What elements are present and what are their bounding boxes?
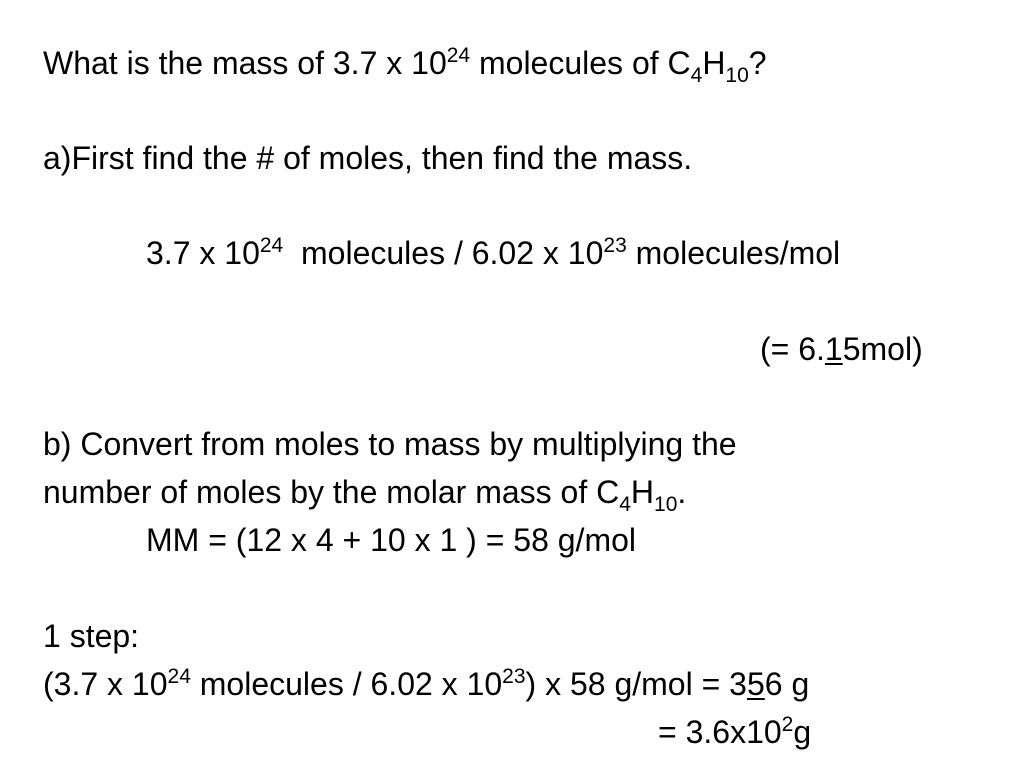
part-a-instruction: a)First find the # of moles, then find the mass. (43, 140, 693, 176)
part-b-line-2: number of moles by the molar mass of $C_4H_{10}$. (43, 474, 687, 516)
significant-digit-underline: 5 (746, 666, 765, 702)
final-answer: = $3.6x10^2g$ (658, 713, 812, 750)
molar-mass-line: MM = (12 x 4 + 10 x 1 ) = 58 g/mol (146, 522, 636, 558)
one-step-calculation: (3.7 x $10^{24}$ molecules / 6.02 x $10^{23}$) x 58 g/mol = 356 g (43, 665, 810, 702)
moles-calculation: 3.7 x $10^{24}$ molecules / 6.02 x $10^{23}$ molecules/mol (146, 234, 841, 271)
significant-digit-underline: 1 (824, 331, 843, 367)
question-line: What is the mass of 3.7 x $10^{24}$ molecules of $C_4H_{10}$? (43, 44, 767, 87)
moles-result: (= 6.15mol) (760, 331, 923, 367)
one-step-label: 1 step: (43, 618, 140, 654)
part-b-line-1: b) Convert from moles to mass by multiplying the (43, 426, 737, 462)
